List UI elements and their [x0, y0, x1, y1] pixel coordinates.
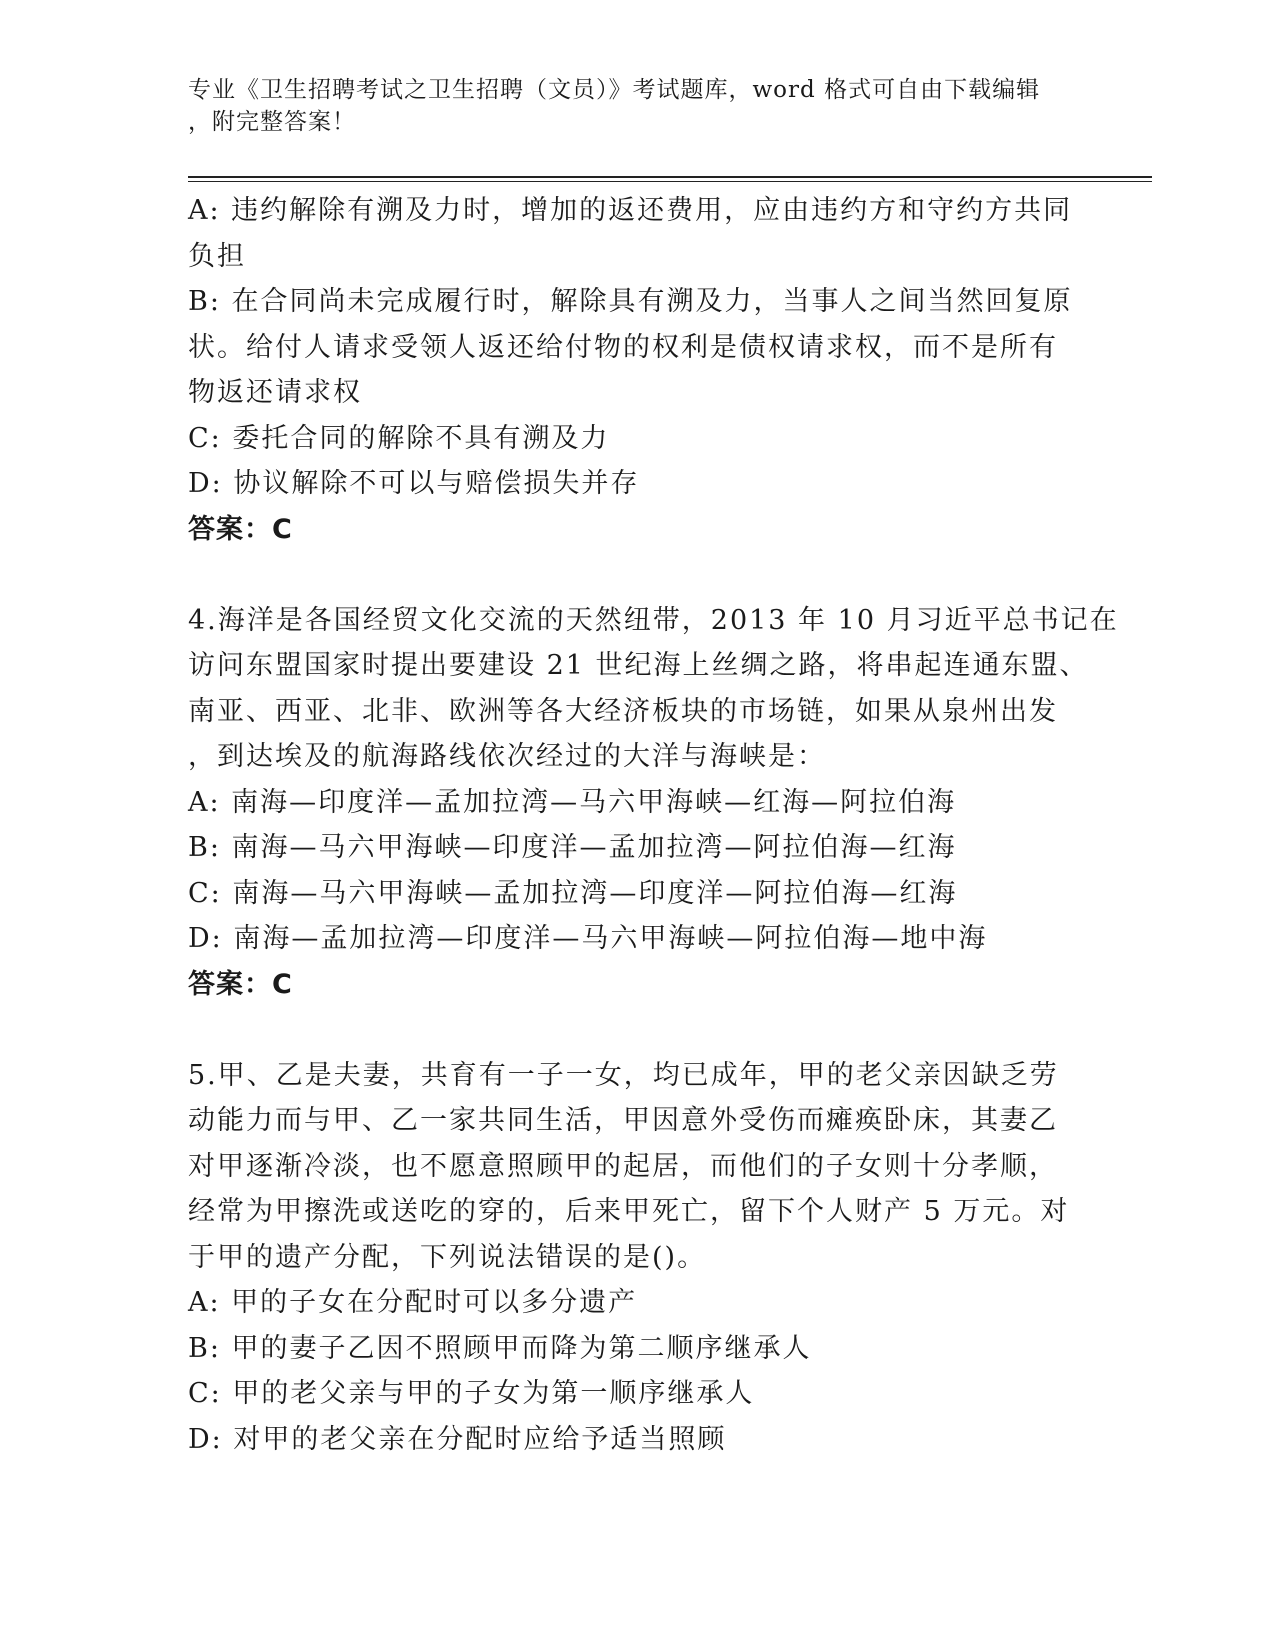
q5-stem-line-2: 动能力而与甲、乙一家共同生活，甲因意外受伤而瘫痪卧床，其妻乙 [188, 1105, 1058, 1136]
q5-stem-line-1: 5.甲、乙是夫妻，共育有一子一女，均已成年，甲的老父亲因缺乏劳 [188, 1059, 1059, 1091]
q4-option-c: C: 南海—马六甲海峡—孟加拉湾—印度洋—阿拉伯海—红海 [188, 877, 958, 909]
header-line-2: ，附完整答案！ [188, 109, 356, 135]
q3-option-c: C: 委托合同的解除不具有溯及力 [188, 422, 610, 454]
question-4 [188, 598, 1119, 1008]
question-5 [188, 1053, 1088, 1463]
q4-stem-line-3: 南亚、西亚、北非、欧洲等各大经济板块的市场链，如果从泉州出发 [188, 695, 1058, 727]
q3-option-a-line-1: A: 违约解除有溯及力时，增加的返还费用，应由违约方和守约方共同 [188, 195, 1073, 226]
q4-option-b: B: 南海—马六甲海峡—印度洋—孟加拉湾—阿拉伯海—红海 [188, 832, 957, 863]
q4-answer: 答案：C [188, 968, 293, 1000]
q3-option-d: D: 协议解除不可以与赔偿损失并存 [188, 468, 640, 499]
q5-stem-line-5: 于甲的遗产分配，下列说法错误的是()。 [188, 1241, 707, 1273]
q5-stem-line-4: 经常为甲擦洗或送吃的穿的，后来甲死亡，留下个人财产 5 万元。对 [188, 1196, 1070, 1227]
q5-option-a: A: 甲的子女在分配时可以多分遗产 [188, 1287, 638, 1318]
q3-answer: 答案：C [188, 513, 293, 545]
q5-option-b: B: 甲的妻子乙因不照顾甲而降为第二顺序继承人 [188, 1332, 812, 1364]
spacer [188, 552, 1088, 598]
header-line-1: 专业《卫生招聘考试之卫生招聘（文员）》考试题库，word 格式可自由下载编辑 [188, 77, 1041, 103]
question-3 [188, 188, 1088, 552]
q5-stem-line-3: 对甲逐渐冷淡，也不愿意照顾甲的起居，而他们的子女则十分孝顺， [188, 1150, 1058, 1182]
q4-stem-line-4: ，到达埃及的航海路线依次经过的大洋与海峡是： [188, 741, 826, 772]
q3-option-b-line-1: B: 在合同尚未完成履行时，解除具有溯及力，当事人之间当然回复原 [188, 286, 1073, 317]
header-rule-thick [188, 176, 1152, 178]
q3-option-b-line-3: 物返还请求权 [188, 377, 362, 408]
spacer [188, 1007, 1088, 1053]
q5-option-d: D: 对甲的老父亲在分配时应给予适当照顾 [188, 1423, 727, 1455]
q4-stem-line-1: 4.海洋是各国经贸文化交流的天然纽带，2013 年 10 月习近平总书记在 [188, 604, 1119, 636]
q3-option-a-line-2: 负担 [188, 240, 246, 272]
q4-option-d: D: 南海—孟加拉湾—印度洋—马六甲海峡—阿拉伯海—地中海 [188, 923, 988, 954]
q4-option-a: A: 南海—印度洋—孟加拉湾—马六甲海峡—红海—阿拉伯海 [188, 786, 957, 818]
question-content [188, 188, 1119, 1462]
q4-stem-line-2: 访问东盟国家时提出要建设 21 世纪海上丝绸之路，将串起连通东盟、 [188, 650, 1089, 681]
header-rule-thin [188, 181, 1152, 182]
q3-option-b-line-2: 状。给付人请求受领人返还给付物的权利是债权请求权，而不是所有 [188, 331, 1058, 363]
q5-option-c: C: 甲的老父亲与甲的子女为第一顺序继承人 [188, 1378, 755, 1409]
page-header [188, 74, 1088, 138]
